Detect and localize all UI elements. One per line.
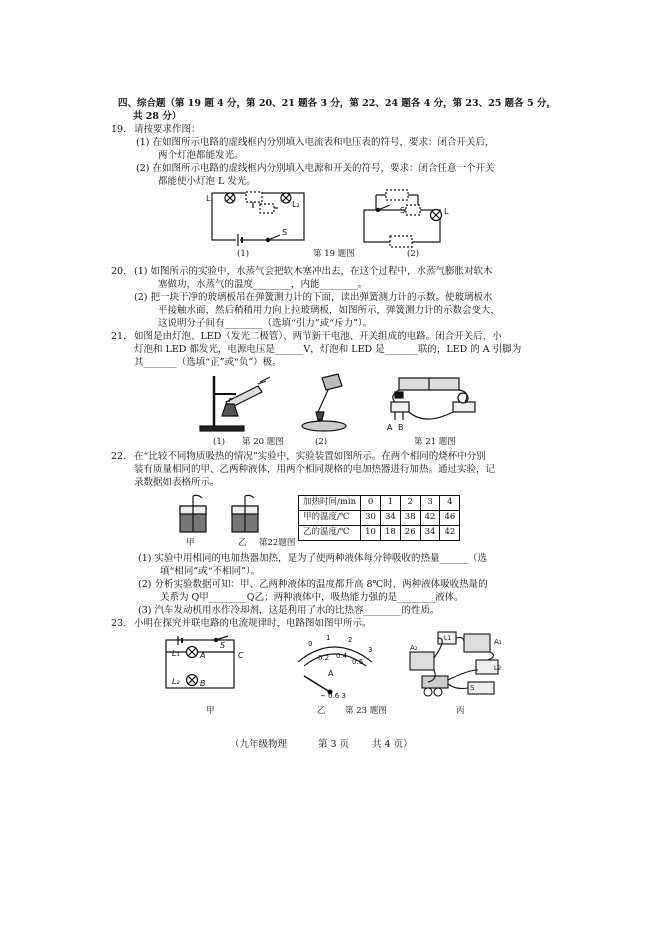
fig23-label-c: 丙 [456, 706, 465, 716]
svg-text:L₂: L₂ [292, 200, 300, 209]
svg-text:L1: L1 [444, 635, 452, 642]
fig19-sub1: (1) [237, 249, 250, 259]
svg-text:A: A [200, 651, 206, 660]
q22-sub2-line2: 关系为 Q甲________Q乙；两种液体中，吸热能力强的是________液体。 [160, 592, 464, 603]
table-cell: 46 [440, 511, 460, 526]
fig19-sub2: (2) [407, 249, 420, 259]
svg-text:A₂: A₂ [410, 644, 418, 652]
q19-number: 19. [111, 124, 127, 135]
table-cell: 2 [400, 496, 420, 511]
svg-text:S: S [282, 228, 288, 237]
footer-subject: （九年级物理 [230, 739, 288, 750]
table-row-label: 乙的温度/℃ [299, 526, 361, 541]
q19-part1-line1: (1) 在如图所示电路的虚线框内分别填入电流表和电压表的符号，要求：闭合开关后， [136, 137, 495, 148]
q20-part1-line2: 塞做功，水蒸气的温度________，内能________。 [158, 279, 368, 290]
q23-line1: 小明在探究并联电路的电流规律时，电路图如图甲所示。 [134, 618, 372, 629]
svg-text:0: 0 [308, 640, 313, 648]
svg-text:A₁: A₁ [494, 638, 502, 646]
fig23-label-b: 乙 [317, 706, 326, 716]
q22-line3: 录数据如表格所示。 [134, 477, 220, 488]
table-cell: 10 [361, 526, 381, 541]
q19-part1-line2: 两个灯泡都能发光。 [158, 150, 244, 161]
q21-line3: 其_______（选填“正”或“负”）极。 [134, 357, 282, 368]
fig21-circuit [385, 376, 485, 432]
q22-sub3: (3) 汽车发动机用水作冷却剂，这是利用了水的比热容________的性质。 [138, 605, 440, 616]
table-row [299, 511, 460, 526]
fig23-physical-circuit [408, 630, 508, 700]
fig23-ammeter-dial [290, 632, 380, 698]
table-cell: 38 [400, 511, 420, 526]
svg-text:A: A [387, 423, 393, 432]
q22-line1: 在“比较不同物质吸热的情况”实验中，实验装置如图所示。在两个相同的烧杯中分别 [134, 451, 486, 462]
table-cell: 18 [380, 526, 400, 541]
fig19-circuit-1 [208, 188, 318, 248]
q19-part2-line2: 都能使小灯泡 L 发光。 [158, 176, 256, 187]
footer-total: 共 4 页） [372, 739, 413, 750]
fig20-apparatus-1 [196, 372, 276, 434]
q21-line1: 如图是由灯泡、LED（发光二极管）、两节新干电池、开关组成的电路。闭合开关后，小 [134, 331, 502, 342]
svg-text:S: S [400, 206, 406, 215]
q22-number: 22. [111, 451, 127, 462]
fig20-sub1: (1) [213, 437, 226, 447]
q19-intro: 请按要求作图： [134, 124, 201, 135]
fig20-caption: 第 20 题图 [242, 437, 284, 447]
fig22-beakers [176, 494, 276, 536]
svg-text:S: S [470, 684, 475, 692]
fig19-circuit-2 [360, 188, 455, 248]
svg-text:2: 2 [348, 636, 353, 644]
table-cell: 42 [440, 526, 460, 541]
svg-text:L2: L2 [494, 665, 502, 672]
table-cell: 34 [420, 526, 440, 541]
svg-text:B: B [200, 679, 206, 688]
fig21-caption: 第 21 题图 [414, 437, 456, 447]
q20-part2-line1: (2) 把一块干净的玻璃板吊在弹簧测力计的下面，读出弹簧测力计的示数。使玻璃板水 [134, 292, 493, 303]
q22-sub1-line1: (1) 实验中用相同的电加热器加热，是为了使两种液体每分钟吸收的热量______（选 [138, 553, 487, 564]
svg-text:L: L [206, 194, 211, 203]
svg-text:1: 1 [326, 634, 331, 642]
svg-text:3: 3 [368, 646, 373, 654]
q21-line2: 灯泡和 LED 都发光，电源电压是______V，灯泡和 LED 是_______联的，LED 的 A 引脚为 [134, 344, 522, 355]
section-title-cont: 共 28 分） [133, 111, 182, 122]
table-cell: 1 [380, 496, 400, 511]
table-row-label: 加热时间/min [299, 496, 361, 511]
svg-text:S: S [220, 641, 226, 650]
svg-text:L₁: L₁ [172, 649, 180, 658]
svg-text:A: A [328, 669, 334, 678]
footer-page: 第 3 页 [318, 739, 350, 750]
table-row-label: 甲的温度/℃ [299, 511, 361, 526]
q22-data-table [298, 495, 460, 541]
fig19-caption: 第 19 题图 [313, 249, 355, 259]
fig23-caption: 第 23 题图 [345, 706, 387, 716]
q20-part2-line3: 这说明分子间有________（选填“引力”或“斥力”）。 [158, 318, 373, 329]
svg-text:0.2: 0.2 [318, 654, 330, 662]
svg-text:L₂: L₂ [172, 677, 180, 686]
svg-text:B: B [398, 423, 404, 432]
q20-part1-line1: (1) 如图所示的实验中，水蒸气会把软木塞冲出去，在这个过程中，水蒸气膨胀对软木 [134, 266, 493, 277]
table-cell: 0 [361, 496, 381, 511]
table-cell: 26 [400, 526, 420, 541]
table-cell: 34 [380, 511, 400, 526]
table-cell: 3 [420, 496, 440, 511]
fig20-apparatus-2 [296, 372, 356, 434]
table-cell: 42 [420, 511, 440, 526]
table-cell: 30 [361, 511, 381, 526]
q19-part2-line1: (2) 在如图所示电路的虚线框内分别填入电源和开关的符号，要求：闭合任意一个开关 [136, 163, 495, 174]
q20-number: 20. [111, 266, 127, 277]
table-cell: 4 [440, 496, 460, 511]
fig22-label-a: 甲 [186, 538, 195, 548]
q23-number: 23. [111, 618, 127, 629]
q22-sub2-line1: (2) 分析实验数据可知：甲、乙两种液体的温度都升高 8℃时，两种液体吸收热量的 [138, 579, 488, 590]
svg-text:L: L [444, 207, 449, 216]
fig20-sub2: (2) [315, 437, 328, 447]
svg-text:C: C [238, 651, 244, 660]
q21-number: 21. [111, 331, 127, 342]
q22-line2: 装有质量相同的甲、乙两种液体，用两个相同规格的电加热器进行加热。通过实验，记 [134, 464, 496, 475]
fig22-caption: 第22题图 [259, 538, 296, 548]
fig22-label-b: 乙 [238, 538, 247, 548]
table-row [299, 496, 460, 511]
fig23-circuit-a [160, 636, 260, 696]
svg-text:0.6: 0.6 [352, 658, 364, 666]
section-title: 四、综合题（第 19 题 4 分，第 20、21 题各 3 分，第 22、24 题各 4 分，第 23、25 题各 5 分， [118, 98, 556, 109]
q22-sub1-line2: 填“相同”或“不相同”）。 [160, 566, 261, 577]
svg-text:− 0.6 3: − 0.6 3 [320, 692, 346, 700]
table-row [299, 526, 460, 541]
q20-part2-line2: 平接触水面，然后稍稍用力向上拉玻璃板，如图所示，弹簧测力计的示数会变大， [158, 305, 501, 316]
svg-text:0.4: 0.4 [336, 652, 348, 660]
fig23-label-a: 甲 [206, 706, 215, 716]
